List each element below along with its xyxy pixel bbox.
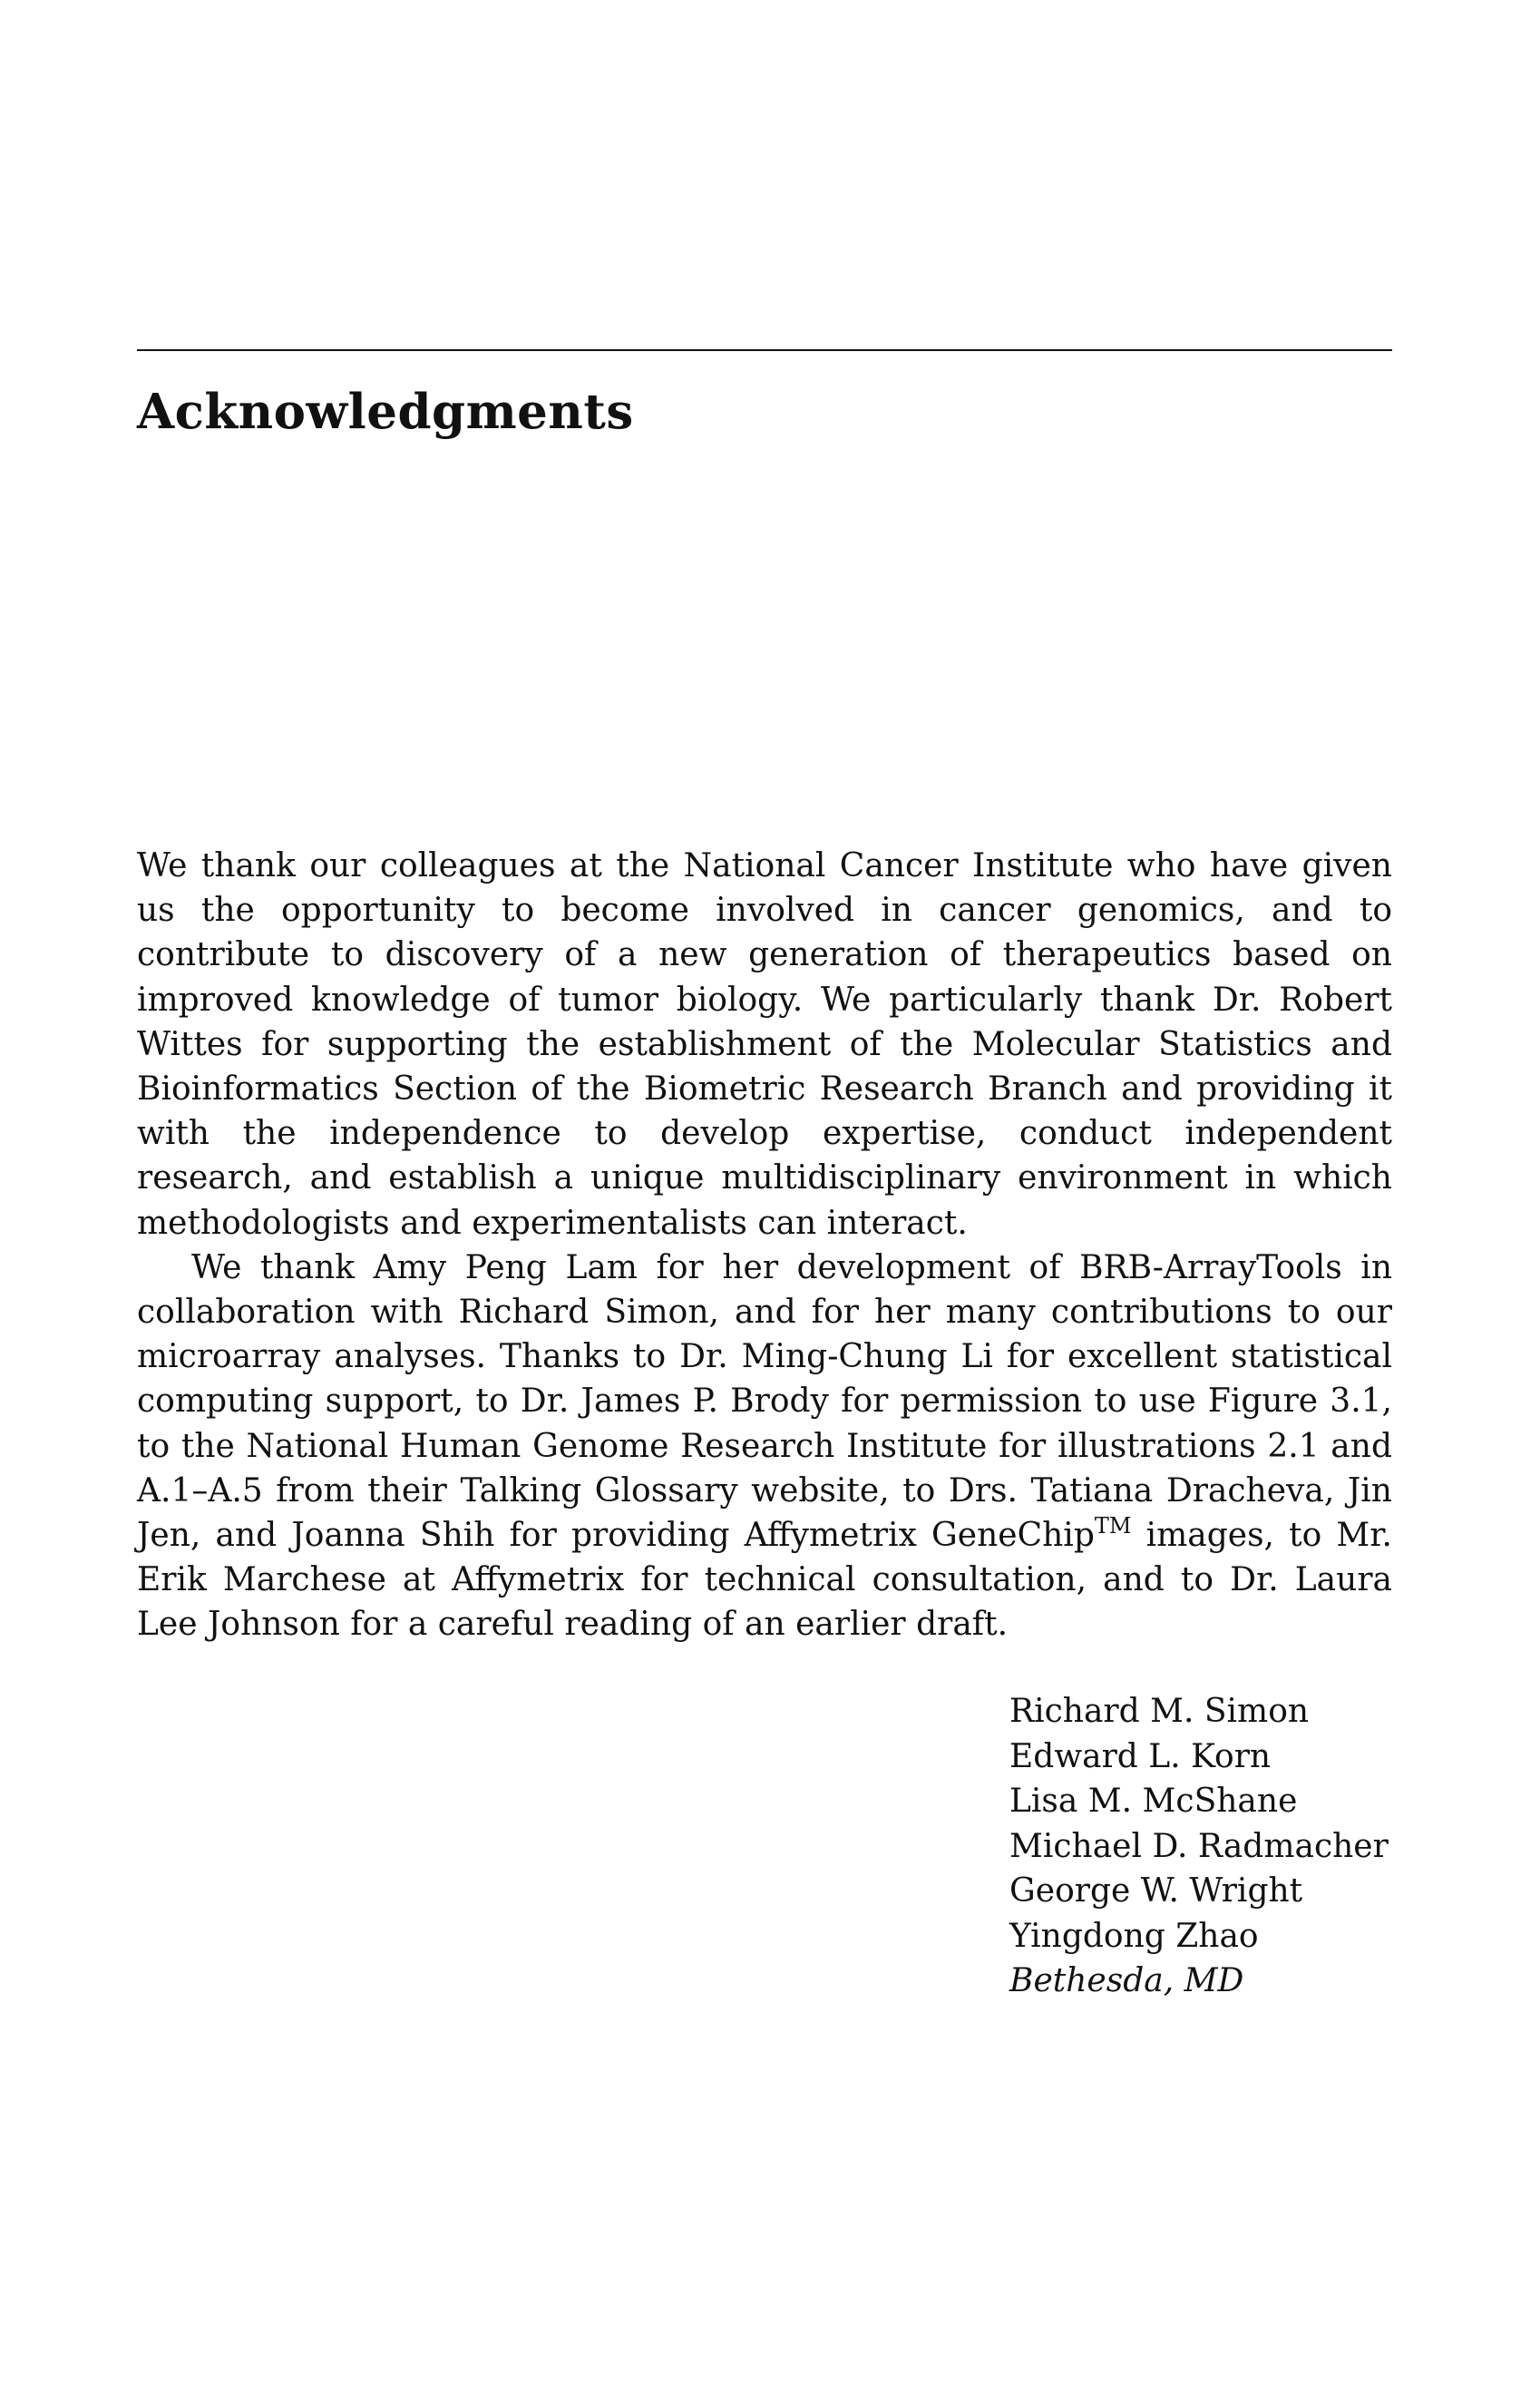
- page-title: Acknowledgments: [137, 384, 634, 440]
- signature-block: [1009, 1689, 1389, 2004]
- location: Bethesda, MD: [1009, 1962, 1244, 1999]
- paragraph-1: We thank our colleagues at the National Cancer Institute who have given us the opportunity to become involved in cancer genomics, and to contribute to discovery of a new generation of therapeutics based on improved knowledge of tumor biology. We particularly thank Dr. Robert Wittes for supporting the establishment of the Molecular Statistics and Bioinformatics Section of the Biometric Research Branch and providing it with the independence to develop expertise, conduct independent research, and establish a unique multidisciplinary environment in which methodologists and experimentalists can interact.: [137, 847, 1392, 1242]
- author-name: George W. Wright: [1009, 1872, 1303, 1910]
- trademark-superscript: TM: [1094, 1513, 1132, 1539]
- author-name: Michael D. Radmacher: [1009, 1827, 1389, 1865]
- author-name: Lisa M. McShane: [1009, 1783, 1298, 1820]
- header-rule: [137, 349, 1392, 351]
- acknowledgments-body: [137, 844, 1392, 1647]
- paragraph-2-part-2: images, to Mr. Erik Marchese at Affymetrix for technical consultation, and to Dr. Laura Lee Johnson for a careful reading of an earlier draft.: [137, 1517, 1392, 1644]
- paragraph-2-part-1: We thank Amy Peng Lam for her development of BRB-ArrayTools in collaboration with Richard Simon, and for her many contributions to our microarray analyses. Thanks to Dr. Ming-Chung Li for excellent statistical computing support, to Dr. James P. Brody for permission to use Figure 3.1, to the National Human Genome Research Institute for illustrations 2.1 and A.1–A.5 from their Talking Glossary website, to Drs. Tatiana Dracheva, Jin Jen, and Joanna Shih for providing Affymetrix GeneChip: [137, 1248, 1392, 1555]
- author-name: Yingdong Zhao: [1009, 1917, 1259, 1955]
- paragraph-2: [137, 1246, 1392, 1647]
- author-name: Edward L. Korn: [1009, 1737, 1272, 1775]
- author-name: Richard M. Simon: [1009, 1693, 1310, 1730]
